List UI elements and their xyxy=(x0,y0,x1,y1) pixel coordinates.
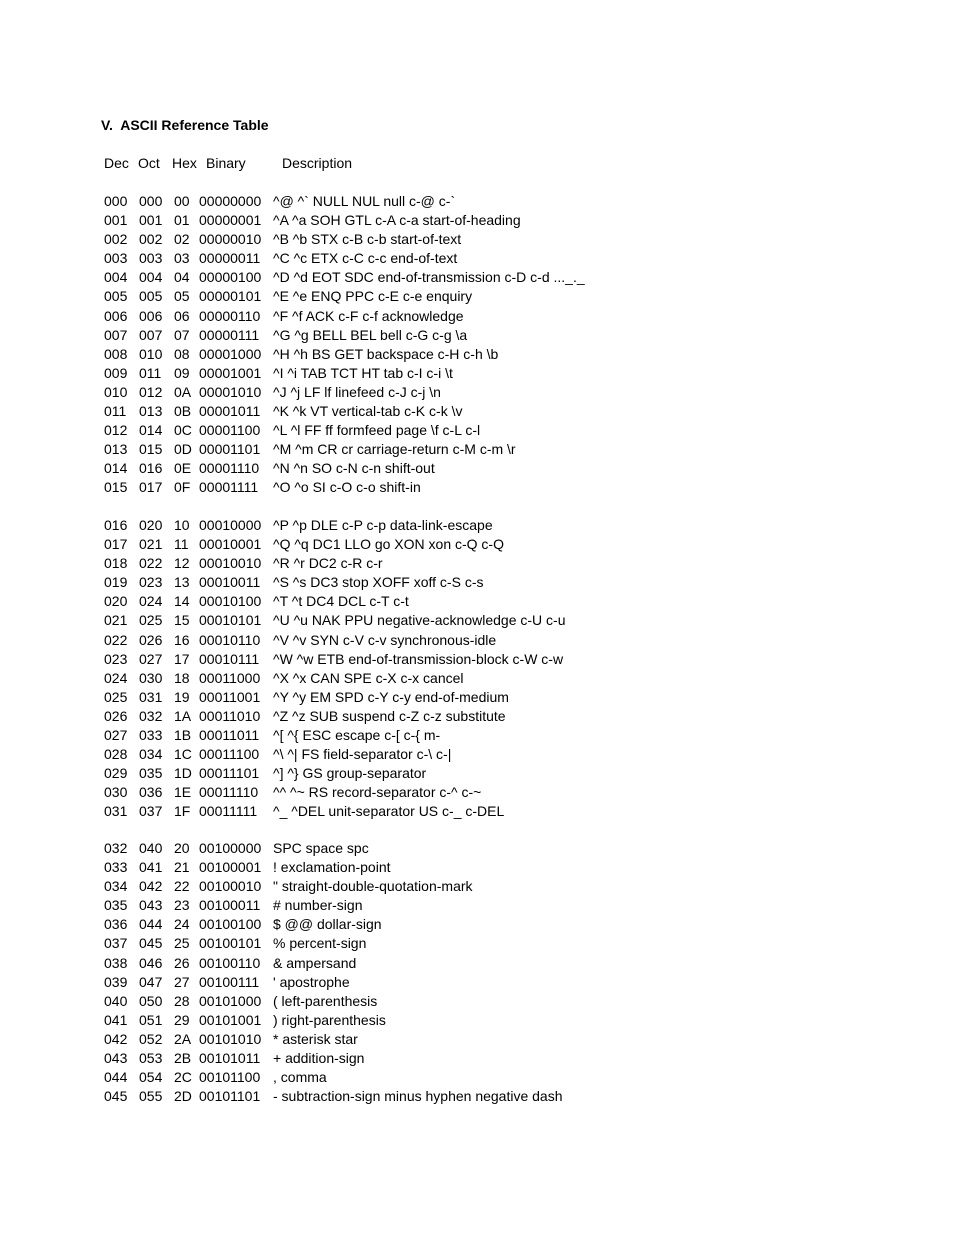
cell-bin: 00000101 xyxy=(199,288,262,305)
table-row xyxy=(0,612,954,631)
cell-desc: % percent-sign xyxy=(273,935,367,952)
cell-desc: ^A ^a SOH GTL c-A c-a start-of-heading xyxy=(273,212,521,229)
table-row xyxy=(0,1069,954,1088)
table-row xyxy=(0,727,954,746)
cell-bin: 00101010 xyxy=(199,1030,262,1047)
table-row xyxy=(0,212,954,231)
cell-desc: - subtraction-sign minus hyphen negative dash xyxy=(273,1088,563,1104)
cell-bin: 00101011 xyxy=(199,1049,261,1066)
cell-bin: 00000000 xyxy=(199,193,262,209)
cell-bin: 00000111 xyxy=(199,326,260,343)
cell-desc: + addition-sign xyxy=(273,1049,365,1066)
cell-bin: 00000010 xyxy=(199,231,262,248)
table-row xyxy=(0,403,954,422)
table-row xyxy=(0,269,954,288)
cell-oct: 053 xyxy=(139,1049,163,1066)
cell-dec: 023 xyxy=(104,650,128,667)
cell-bin: 00011111 xyxy=(199,803,258,820)
table-row xyxy=(0,765,954,784)
cell-hex: 28 xyxy=(174,992,190,1009)
cell-bin: 00011011 xyxy=(199,726,260,743)
cell-hex: 1C xyxy=(174,746,192,762)
cell-hex: 05 xyxy=(174,288,190,305)
table-row xyxy=(0,840,954,859)
cell-oct: 010 xyxy=(139,345,163,362)
cell-bin: 00100110 xyxy=(199,954,261,971)
table-row xyxy=(0,1050,954,1069)
cell-oct: 011 xyxy=(139,364,162,381)
header-oct: Oct xyxy=(138,155,160,171)
cell-dec: 000 xyxy=(104,193,128,209)
cell-oct: 054 xyxy=(139,1069,163,1085)
cell-hex: 0C xyxy=(174,422,192,438)
cell-dec: 026 xyxy=(104,707,128,724)
cell-dec: 029 xyxy=(104,765,128,781)
cell-desc: , comma xyxy=(273,1069,327,1085)
cell-dec: 015 xyxy=(104,479,128,496)
cell-hex: 01 xyxy=(174,212,190,229)
cell-bin: 00011000 xyxy=(199,669,261,686)
cell-dec: 013 xyxy=(104,441,128,457)
cell-bin: 00011001 xyxy=(199,688,261,705)
table-row xyxy=(0,993,954,1012)
cell-bin: 00010000 xyxy=(199,517,262,533)
cell-oct: 000 xyxy=(139,193,163,209)
cell-hex: 0E xyxy=(174,460,192,477)
cell-dec: 010 xyxy=(104,383,128,400)
cell-desc: ' apostrophe xyxy=(273,973,350,990)
table-row xyxy=(0,193,954,212)
cell-oct: 042 xyxy=(139,878,163,895)
cell-oct: 025 xyxy=(139,612,163,629)
cell-hex: 21 xyxy=(174,859,190,876)
cell-hex: 0B xyxy=(174,402,192,419)
cell-oct: 047 xyxy=(139,973,163,990)
cell-oct: 044 xyxy=(139,916,163,933)
table-row xyxy=(0,441,954,460)
cell-bin: 00101000 xyxy=(199,992,262,1009)
table-row xyxy=(0,897,954,916)
table-row xyxy=(0,689,954,708)
cell-hex: 1E xyxy=(174,784,192,801)
cell-hex: 07 xyxy=(174,326,190,343)
cell-bin: 00010101 xyxy=(199,612,262,629)
cell-hex: 09 xyxy=(174,364,190,381)
cell-hex: 0F xyxy=(174,479,191,496)
table-row xyxy=(0,250,954,269)
table-row xyxy=(0,384,954,403)
cell-bin: 00011110 xyxy=(199,784,259,801)
cell-bin: 00101100 xyxy=(199,1069,261,1085)
cell-desc: ^E ^e ENQ PPC c-E c-e enquiry xyxy=(273,288,473,305)
header-dec: Dec xyxy=(104,155,129,171)
cell-desc: ^\ ^| FS field-separator c-\ c-| xyxy=(273,746,452,762)
table-row xyxy=(0,878,954,897)
cell-hex: 12 xyxy=(174,555,190,572)
table-row xyxy=(0,746,954,765)
cell-hex: 1A xyxy=(174,707,192,724)
cell-desc: ^B ^b STX c-B c-b start-of-text xyxy=(273,231,462,248)
cell-hex: 11 xyxy=(174,536,189,553)
cell-desc: ( left-parenthesis xyxy=(273,992,378,1009)
cell-hex: 2C xyxy=(174,1069,192,1085)
table-row xyxy=(0,708,954,727)
cell-hex: 2B xyxy=(174,1049,192,1066)
cell-hex: 14 xyxy=(174,593,190,610)
cell-desc: ^H ^h BS GET backspace c-H c-h \b xyxy=(273,345,499,362)
cell-bin: 00100111 xyxy=(199,973,260,990)
cell-oct: 052 xyxy=(139,1030,163,1047)
cell-oct: 012 xyxy=(139,383,163,400)
cell-desc: ^N ^n SO c-N c-n shift-out xyxy=(273,460,435,477)
table-row xyxy=(0,365,954,384)
table-row xyxy=(0,955,954,974)
cell-bin: 00000001 xyxy=(199,212,262,229)
cell-desc: ^C ^c ETX c-C c-c end-of-text xyxy=(273,250,458,267)
cell-dec: 034 xyxy=(104,878,128,895)
cell-dec: 001 xyxy=(104,212,128,229)
cell-oct: 046 xyxy=(139,954,163,971)
table-row xyxy=(0,422,954,441)
cell-hex: 10 xyxy=(174,517,190,533)
cell-dec: 031 xyxy=(104,803,128,820)
cell-bin: 00010111 xyxy=(199,650,260,667)
cell-oct: 032 xyxy=(139,707,163,724)
cell-desc: ^Y ^y EM SPD c-Y c-y end-of-medium xyxy=(273,688,509,705)
cell-oct: 001 xyxy=(139,212,163,229)
cell-hex: 0A xyxy=(174,383,192,400)
cell-dec: 014 xyxy=(104,460,128,477)
cell-bin: 00001011 xyxy=(199,402,261,419)
cell-dec: 027 xyxy=(104,726,128,743)
cell-dec: 022 xyxy=(104,631,128,648)
cell-hex: 23 xyxy=(174,897,190,914)
cell-hex: 13 xyxy=(174,574,190,591)
cell-bin: 00101101 xyxy=(199,1088,261,1104)
cell-bin: 00011100 xyxy=(199,746,260,762)
cell-desc: SPC space spc xyxy=(273,840,369,856)
cell-dec: 037 xyxy=(104,935,128,952)
cell-desc: ^S ^s DC3 stop XOFF xoff c-S c-s xyxy=(273,574,484,591)
cell-desc: ^G ^g BELL BEL bell c-G c-g \a xyxy=(273,326,468,343)
cell-hex: 15 xyxy=(174,612,190,629)
cell-dec: 008 xyxy=(104,345,128,362)
cell-hex: 02 xyxy=(174,231,190,248)
table-row xyxy=(0,916,954,935)
cell-hex: 17 xyxy=(174,650,190,667)
cell-oct: 041 xyxy=(139,859,163,876)
cell-dec: 002 xyxy=(104,231,128,248)
cell-oct: 022 xyxy=(139,555,163,572)
header-description: Description xyxy=(282,155,353,171)
cell-desc: ^J ^j LF lf linefeed c-J c-j \n xyxy=(273,383,441,400)
cell-oct: 040 xyxy=(139,840,163,856)
cell-hex: 08 xyxy=(174,345,190,362)
cell-oct: 036 xyxy=(139,784,163,801)
cell-hex: 16 xyxy=(174,631,190,648)
cell-hex: 29 xyxy=(174,1011,190,1028)
table-row xyxy=(0,859,954,878)
cell-dec: 025 xyxy=(104,688,128,705)
cell-hex: 04 xyxy=(174,269,190,286)
cell-bin: 00011101 xyxy=(199,765,260,781)
cell-bin: 00001111 xyxy=(199,479,259,496)
cell-dec: 043 xyxy=(104,1049,128,1066)
cell-desc: ) right-parenthesis xyxy=(273,1011,386,1028)
cell-bin: 00101001 xyxy=(199,1011,262,1028)
cell-oct: 005 xyxy=(139,288,163,305)
cell-bin: 00010100 xyxy=(199,593,262,610)
cell-desc: ^M ^m CR cr carriage-return c-M c-m \r xyxy=(273,441,516,457)
cell-desc: ^P ^p DLE c-P c-p data-link-escape xyxy=(273,517,493,533)
cell-dec: 017 xyxy=(104,536,128,553)
cell-bin: 00001000 xyxy=(199,345,262,362)
cell-desc: ^F ^f ACK c-F c-f acknowledge xyxy=(273,307,464,324)
cell-oct: 016 xyxy=(139,460,163,477)
cell-hex: 20 xyxy=(174,840,190,856)
cell-desc: ^@ ^` NULL NUL null c-@ c-` xyxy=(273,193,456,209)
cell-hex: 22 xyxy=(174,878,190,895)
cell-desc: ^Q ^q DC1 LLO go XON xon c-Q c-Q xyxy=(273,536,504,553)
header-binary: Binary xyxy=(206,155,246,171)
cell-bin: 00000110 xyxy=(199,307,261,324)
cell-oct: 013 xyxy=(139,402,163,419)
cell-dec: 033 xyxy=(104,859,128,876)
cell-bin: 00010110 xyxy=(199,631,261,648)
cell-hex: 1B xyxy=(174,726,192,743)
cell-oct: 037 xyxy=(139,803,163,820)
cell-dec: 009 xyxy=(104,364,128,381)
cell-hex: 18 xyxy=(174,669,190,686)
cell-desc: ^_ ^DEL unit-separator US c-_ c-DEL xyxy=(273,803,505,820)
cell-oct: 024 xyxy=(139,593,163,610)
cell-desc: # number-sign xyxy=(273,897,363,914)
cell-hex: 25 xyxy=(174,935,190,952)
cell-oct: 043 xyxy=(139,897,163,914)
cell-hex: 00 xyxy=(174,193,190,209)
table-row xyxy=(0,327,954,346)
table-row xyxy=(0,308,954,327)
cell-desc: ^] ^} GS group-separator xyxy=(273,765,427,781)
table-row xyxy=(0,784,954,803)
cell-bin: 00010011 xyxy=(199,574,261,591)
cell-oct: 003 xyxy=(139,250,163,267)
cell-bin: 00010010 xyxy=(199,555,262,572)
cell-dec: 003 xyxy=(104,250,128,267)
cell-desc: ^R ^r DC2 c-R c-r xyxy=(273,555,383,572)
table-row xyxy=(0,974,954,993)
cell-desc: & ampersand xyxy=(273,954,357,971)
cell-dec: 005 xyxy=(104,288,128,305)
cell-desc: ^K ^k VT vertical-tab c-K c-k \v xyxy=(273,402,463,419)
cell-dec: 006 xyxy=(104,307,128,324)
cell-bin: 00001100 xyxy=(199,422,261,438)
cell-dec: 011 xyxy=(104,402,127,419)
cell-dec: 028 xyxy=(104,746,128,762)
table-row xyxy=(0,803,954,822)
cell-bin: 00100100 xyxy=(199,916,262,933)
cell-dec: 032 xyxy=(104,840,128,856)
cell-desc: * asterisk star xyxy=(273,1030,358,1047)
cell-desc: " straight-double-quotation-mark xyxy=(273,878,473,895)
cell-bin: 00100000 xyxy=(199,840,262,856)
cell-oct: 050 xyxy=(139,992,163,1009)
cell-desc: ^^ ^~ RS record-separator c-^ c-~ xyxy=(273,784,482,801)
cell-desc: $ @@ dollar-sign xyxy=(273,916,382,933)
table-row xyxy=(0,231,954,250)
table-row xyxy=(0,536,954,555)
cell-dec: 044 xyxy=(104,1069,128,1085)
cell-dec: 020 xyxy=(104,593,128,610)
cell-desc: ^[ ^{ ESC escape c-[ c-{ m- xyxy=(273,726,441,743)
cell-desc: ^D ^d EOT SDC end-of-transmission c-D c-d ..._._ xyxy=(273,269,585,286)
table-row xyxy=(0,1012,954,1031)
cell-oct: 030 xyxy=(139,669,163,686)
cell-oct: 026 xyxy=(139,631,163,648)
cell-bin: 00010001 xyxy=(199,536,262,553)
table-row xyxy=(0,593,954,612)
header-hex: Hex xyxy=(172,155,197,171)
cell-hex: 2A xyxy=(174,1030,192,1047)
cell-dec: 035 xyxy=(104,897,128,914)
table-row xyxy=(0,632,954,651)
cell-oct: 006 xyxy=(139,307,163,324)
cell-desc: ! exclamation-point xyxy=(273,859,391,876)
cell-desc: ^X ^x CAN SPE c-X c-x cancel xyxy=(273,669,464,686)
cell-desc: ^T ^t DC4 DCL c-T c-t xyxy=(273,593,409,610)
cell-dec: 004 xyxy=(104,269,128,286)
cell-oct: 033 xyxy=(139,726,163,743)
cell-dec: 045 xyxy=(104,1088,128,1104)
cell-hex: 26 xyxy=(174,954,190,971)
cell-desc: ^I ^i TAB TCT HT tab c-I c-i \t xyxy=(273,364,453,381)
table-row xyxy=(0,346,954,365)
cell-desc: ^O ^o SI c-O c-o shift-in xyxy=(273,479,421,496)
cell-desc: ^W ^w ETB end-of-transmission-block c-W c-w xyxy=(273,650,564,667)
cell-desc: ^U ^u NAK PPU negative-acknowledge c-U c-u xyxy=(273,612,566,629)
cell-hex: 1F xyxy=(174,803,191,820)
cell-hex: 1D xyxy=(174,765,192,781)
cell-hex: 0D xyxy=(174,441,192,457)
cell-oct: 035 xyxy=(139,765,163,781)
cell-bin: 00100010 xyxy=(199,878,262,895)
cell-oct: 027 xyxy=(139,650,163,667)
table-row xyxy=(0,288,954,307)
cell-hex: 03 xyxy=(174,250,190,267)
cell-dec: 021 xyxy=(104,612,128,629)
cell-oct: 023 xyxy=(139,574,163,591)
cell-oct: 002 xyxy=(139,231,163,248)
cell-oct: 017 xyxy=(139,479,163,496)
table-row xyxy=(0,651,954,670)
cell-dec: 019 xyxy=(104,574,128,591)
cell-oct: 014 xyxy=(139,422,163,438)
cell-dec: 012 xyxy=(104,422,128,438)
cell-desc: ^Z ^z SUB suspend c-Z c-z substitute xyxy=(273,707,506,724)
cell-bin: 00000100 xyxy=(199,269,262,286)
cell-oct: 021 xyxy=(139,536,163,553)
cell-hex: 24 xyxy=(174,916,190,933)
table-row xyxy=(0,670,954,689)
cell-bin: 00000011 xyxy=(199,250,261,267)
cell-bin: 00001001 xyxy=(199,364,262,381)
cell-bin: 00001010 xyxy=(199,383,262,400)
cell-dec: 038 xyxy=(104,954,128,971)
table-row xyxy=(0,517,954,536)
cell-hex: 06 xyxy=(174,307,190,324)
cell-oct: 007 xyxy=(139,326,163,343)
cell-dec: 018 xyxy=(104,555,128,572)
cell-bin: 00011010 xyxy=(199,707,261,724)
cell-dec: 030 xyxy=(104,784,128,801)
cell-bin: 00100101 xyxy=(199,935,262,952)
cell-dec: 016 xyxy=(104,517,128,533)
cell-oct: 045 xyxy=(139,935,163,952)
cell-oct: 051 xyxy=(139,1011,163,1028)
cell-hex: 27 xyxy=(174,973,190,990)
cell-desc: ^L ^l FF ff formfeed page \f c-L c-l xyxy=(273,422,481,438)
cell-hex: 19 xyxy=(174,688,190,705)
cell-bin: 00001101 xyxy=(199,441,261,457)
cell-dec: 039 xyxy=(104,973,128,990)
cell-dec: 036 xyxy=(104,916,128,933)
table-row xyxy=(0,935,954,954)
table-row xyxy=(0,574,954,593)
cell-bin: 00100011 xyxy=(199,897,261,914)
table-row xyxy=(0,1031,954,1050)
table-row xyxy=(0,479,954,498)
cell-desc: ^V ^v SYN c-V c-v synchronous-idle xyxy=(273,631,497,648)
cell-bin: 00001110 xyxy=(199,460,260,477)
cell-hex: 2D xyxy=(174,1088,192,1104)
cell-dec: 041 xyxy=(104,1011,128,1028)
cell-dec: 007 xyxy=(104,326,128,343)
table-row xyxy=(0,555,954,574)
table-row xyxy=(0,1088,954,1107)
cell-oct: 015 xyxy=(139,441,163,457)
cell-dec: 040 xyxy=(104,992,128,1009)
section-title: V. ASCII Reference Table xyxy=(101,117,269,133)
cell-oct: 031 xyxy=(139,688,163,705)
cell-dec: 042 xyxy=(104,1030,128,1047)
cell-dec: 024 xyxy=(104,669,128,686)
table-row xyxy=(0,460,954,479)
cell-oct: 020 xyxy=(139,517,163,533)
cell-oct: 004 xyxy=(139,269,163,286)
cell-oct: 034 xyxy=(139,746,163,762)
cell-oct: 055 xyxy=(139,1088,163,1104)
cell-bin: 00100001 xyxy=(199,859,262,876)
